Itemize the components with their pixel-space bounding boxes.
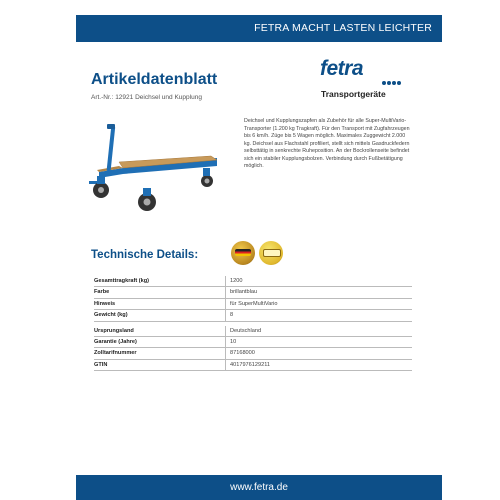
spec-value: 4017976129211 [230, 361, 271, 368]
spec-row [94, 337, 412, 348]
drawbar-eye [107, 124, 115, 129]
spec-row [94, 348, 412, 359]
logo-tagline: Transportgeräte [321, 89, 386, 99]
spec-label: Gesamttragkraft (kg) [94, 278, 150, 284]
spec-value: für SuperMultiVario [230, 300, 278, 307]
header-slogan: FETRA MACHT LASTEN LEICHTER [254, 22, 432, 34]
spec-label: GTIN [94, 361, 108, 368]
spec-value: Deutschland [230, 327, 262, 334]
spec-label: Gewicht (kg) [94, 312, 128, 319]
drawbar [107, 127, 116, 171]
spec-label: Garantie (Jahre) [94, 338, 137, 345]
spec-label: Ursprungsland [94, 327, 134, 334]
spec-row [94, 287, 412, 298]
spec-label: Hinweis [94, 300, 116, 307]
header-slogan-bar [76, 15, 442, 42]
product-image-platform-trolley [89, 118, 229, 224]
spec-row [94, 299, 412, 310]
spec-value: 10 [230, 338, 237, 345]
tech-details-heading: Technische Details: [91, 249, 199, 261]
footer-url-link[interactable]: www.fetra.de [230, 482, 288, 493]
article-number: Art.-Nr.: 12921 Deichsel und Kupplung [91, 94, 202, 101]
logo-dots-icon [382, 72, 402, 90]
spec-row [94, 360, 412, 371]
spec-label: Zolltarifnummer [94, 350, 137, 357]
warranty-badge-icon [259, 241, 283, 265]
made-in-germany-badge-icon [231, 241, 255, 265]
footer-bar [76, 475, 442, 500]
spec-value: 8 [230, 312, 234, 319]
spec-value: 1200 [230, 278, 243, 284]
spec-label: Farbe [94, 289, 110, 296]
spec-value: 87168000 [230, 350, 255, 357]
spec-row [94, 310, 412, 321]
spec-row [94, 276, 412, 287]
page-title: Artikeldatenblatt [91, 71, 218, 88]
product-description: Deichsel und Kupplungszapfen als Zubehör für alle Super-MultiVario-Transporter (1.200 kg Tragkraft). Für den Transport mit Zugfahrzeugen bis 6 km/h. Züge bis 5 Wagen möglich. Maximales Zuggewicht 2.000 kg. Deichsel aus Flachstahl profiliert, stellt sich mittels Gasdruckfedern selbsttätig in senkrechte Ruheposition. An der Bockrollenseite befindet sich ein stabiler Kupplungsbolzen. Verbindung durch Fußbetätigung möglich. [244, 118, 410, 169]
spec-row [94, 326, 412, 337]
spec-table [94, 276, 412, 371]
logo-word: fetra [320, 57, 364, 80]
spec-value: brillantblau [230, 289, 258, 296]
